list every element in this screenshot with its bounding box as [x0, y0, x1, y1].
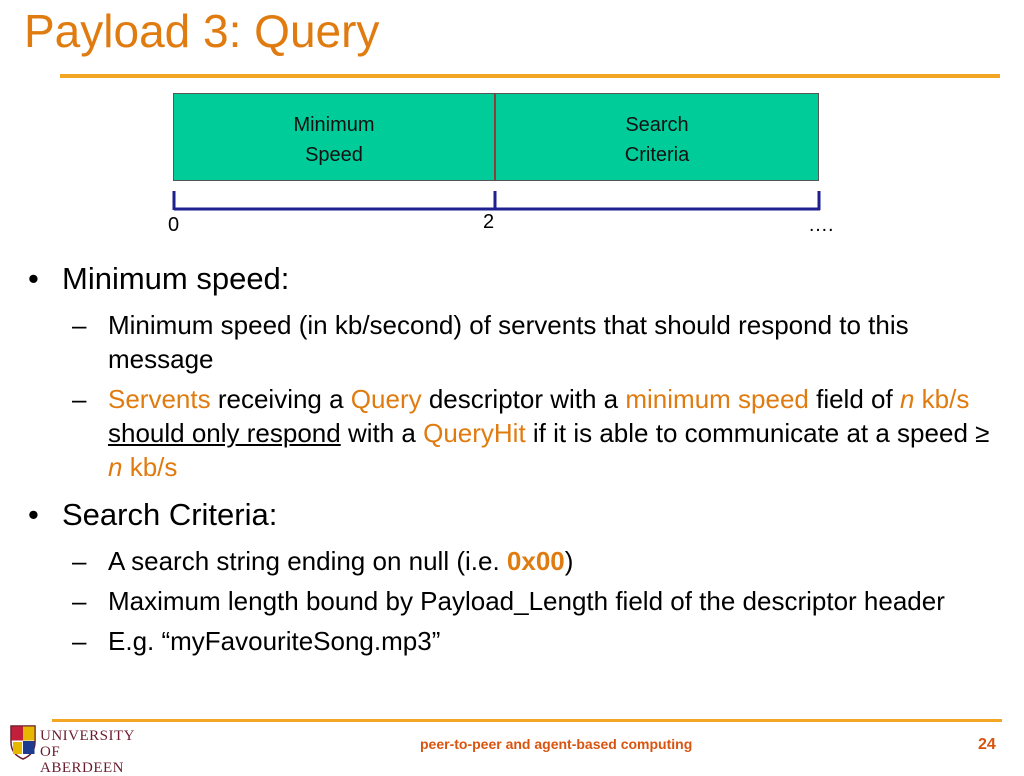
bullet-text: Search Criteria:: [62, 497, 278, 532]
field-search-criteria-line2: Criteria: [624, 144, 690, 166]
sub-bullet-text: Maximum length bound by Payload_Length field of the descriptor header: [108, 586, 945, 616]
text-plain: if it is able to communicate at a speed ≥: [525, 418, 990, 448]
text-minimum-speed: minimum speed: [625, 384, 809, 414]
sub-bullet-minimum-speed-definition: [28, 308, 998, 376]
sub-bullet-text: Minimum speed (in kb/second) of servents that should respond to this message: [108, 310, 909, 374]
dash-marker: –: [72, 626, 87, 656]
tick-label-0: 0: [168, 214, 180, 236]
footer-rule: [52, 719, 1002, 722]
bullet-search-criteria: [28, 492, 998, 538]
sub-bullet-example: [28, 624, 998, 658]
sub-bullet-text: E.g. “myFavouriteSong.mp3”: [108, 626, 441, 656]
text-plain: field of: [808, 384, 900, 414]
text-queryhit: QueryHit: [423, 418, 526, 448]
dash-marker: –: [72, 586, 87, 616]
text-plain: descriptor with a: [421, 384, 626, 414]
payload-diagram: [0, 0, 1024, 240]
text-null-byte: 0x00: [506, 546, 565, 576]
text-n: n: [108, 452, 123, 482]
logo-line-2: OF ABERDEEN: [40, 744, 124, 776]
university-name: [40, 728, 140, 776]
dash-marker: –: [72, 546, 87, 576]
text-kbs: kb/s: [122, 452, 178, 482]
text-plain: with a: [340, 418, 424, 448]
byte-offset-axis: [0, 0, 1024, 240]
university-crest-icon: [10, 724, 36, 760]
text-plain: receiving a: [210, 384, 351, 414]
tick-label-end: ….: [808, 214, 834, 236]
sub-bullet-servents-respond-rule: [28, 382, 998, 484]
bullet-dot: •: [28, 497, 39, 532]
dash-marker: –: [72, 384, 87, 414]
text-should-only-respond: should only respond: [108, 418, 341, 448]
footer-course-name: peer-to-peer and agent-based computing: [420, 736, 693, 752]
text-servents: Servents: [108, 384, 211, 414]
university-logo: [10, 720, 140, 776]
text-kbs: kb/s: [914, 384, 970, 414]
bullet-text: Minimum speed:: [62, 261, 290, 296]
bullet-minimum-speed: [28, 256, 998, 302]
text-query: Query: [350, 384, 422, 414]
field-minimum-speed-line2: Speed: [305, 144, 363, 166]
text-plain: ): [564, 546, 574, 576]
bullet-dot: •: [28, 261, 39, 296]
sub-bullet-maximum-length: [28, 584, 998, 618]
field-search-criteria-line1: Search: [625, 114, 689, 136]
text-n: n: [899, 384, 915, 414]
page-title: Payload 3: Query: [24, 5, 380, 57]
tick-label-2: 2: [483, 211, 495, 233]
sub-bullet-search-string: [28, 544, 998, 578]
page-number: 24: [978, 736, 996, 753]
logo-line-1: UNIVERSITY: [40, 728, 135, 744]
field-minimum-speed-line1: Minimum: [293, 114, 375, 136]
dash-marker: –: [72, 310, 87, 340]
slide-content: [28, 252, 998, 658]
text-plain: A search string ending on null (i.e.: [108, 546, 507, 576]
